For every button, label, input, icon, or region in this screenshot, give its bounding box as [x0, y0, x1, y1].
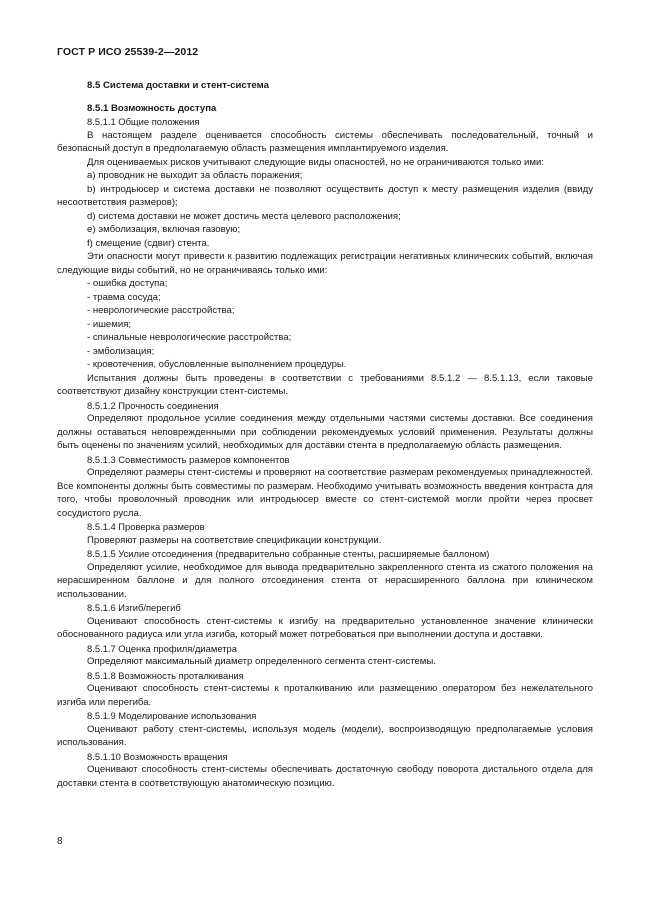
clause-heading: 8.5.1.7 Оценка профиля/диаметра: [87, 642, 237, 654]
list-item: - неврологические расстройства;: [87, 305, 235, 316]
list-item: f) смещение (сдвиг) стента.: [87, 237, 210, 249]
list-item: - эмболизация;: [87, 345, 155, 357]
paragraph: Оценивают способность стент-системы обеспечивать достаточную свободу поворота дистального отдела для доставки стента в соответствующую анатомическую позицию.: [57, 764, 593, 789]
list-item: b) интродьюсер и система доставки не позволяют осуществить доступ к месту размещения изделия (ввиду несоответствия размеров);: [57, 183, 593, 208]
clause-heading: 8.5.1.10 Возможность вращения: [87, 750, 228, 762]
clause-heading: 8.5.1.6 Изгиб/перегиб: [87, 602, 181, 613]
standard-code-header: ГОСТ Р ИСО 25539-2—2012: [57, 46, 199, 58]
document-body: [57, 75, 593, 790]
clause-heading: 8.5.1.2 Прочность соединения: [87, 399, 219, 411]
subsection-heading: 8.5.1 Возможность доступа: [87, 102, 217, 114]
paragraph: Для оцениваемых рисков учитывают следующие виды опасностей, но не ограничиваются только ими:: [87, 156, 545, 168]
paragraph: Оценивают работу стент-системы, используя модель (модели), воспроизводящую предполагаемые условия использования.: [57, 723, 593, 748]
paragraph: Определяют усилие, необходимое для вывода предварительно закрепленного стента из сжатого положения на нерасширенном баллоне и для полного отсоединения стента от нерасширенного баллона при клиническом использовании.: [57, 561, 593, 600]
page-number: 8: [57, 836, 63, 847]
paragraph: Определяют максимальный диаметр определенного сегмента стент-системы.: [87, 656, 436, 667]
list-item: - травма сосуда;: [87, 291, 161, 303]
clause-heading: 8.5.1.4 Проверка размеров: [87, 521, 205, 532]
list-item: a) проводник не выходит за область поражения;: [87, 170, 303, 181]
list-item: - кровотечения, обусловленные выполнением процедуры.: [87, 359, 347, 370]
clause-heading: 8.5.1.1 Общие положения: [87, 116, 200, 127]
paragraph: Определяют размеры стент-системы и проверяют на соответствие размерам рекомендуемых принадлежностей. Все компоненты должны быть совместимы по размерам. Необходимо учитывать возможность введения контраста для того, чтобы проволочный проводник или интродьюсер вместе со стент-системой могли пройти через просвет сосудистого русла.: [57, 467, 593, 519]
paragraph: Оценивают способность стент-системы к проталкиванию или размещению оператором без нежелательного изгиба или перегиба.: [57, 683, 593, 708]
list-item: - ишемия;: [87, 318, 132, 330]
list-item: d) система доставки не может достичь места целевого расположения;: [87, 210, 401, 222]
section-heading: 8.5 Система доставки и стент-система: [87, 80, 269, 91]
paragraph: Эти опасности могут привести к развитию подлежащих регистрации негативных клинических событий, включая следующие виды событий, но не ограничиваясь только ими:: [57, 251, 593, 276]
clause-heading: 8.5.1.9 Моделирование использования: [87, 710, 257, 721]
paragraph: Испытания должны быть проведены в соответствии с требованиями 8.5.1.2 — 8.5.1.13, если таковые соответствуют дизайну конструкции стент-системы.: [57, 372, 593, 397]
paragraph: Проверяют размеры на соответствие спецификации конструкции.: [87, 534, 382, 546]
paragraph: Определяют продольное усилие соединения между отдельными частями системы доставки. Все соединения должны оставаться неповрежденными при соблюдении рекомендуемых условий применения. Результаты должны быть оценены по значениям усилий, необходимых для доставки стента в предполагаемую область размещения.: [57, 413, 593, 451]
clause-heading: 8.5.1.5 Усилие отсоединения (предварительно собранные стенты, расширяемые баллоном): [87, 548, 490, 559]
list-item: - ошибка доступа;: [87, 278, 168, 289]
paragraph: В настоящем разделе оценивается способность системы обеспечивать последовательный, точный и безопасный доступ в предполагаемую область размещения имплантируемого изделия.: [57, 129, 593, 154]
list-item: e) эмболизация, включая газовую;: [87, 224, 241, 235]
clause-heading: 8.5.1.3 Совместимость размеров компонентов: [87, 453, 290, 465]
list-item: - спинальные неврологические расстройства;: [87, 332, 292, 343]
clause-heading: 8.5.1.8 Возможность проталкивания: [87, 669, 244, 681]
paragraph: Оценивают способность стент-системы к изгибу на предварительно установленное значение клинически обоснованного радиуса или угла изгиба, который может потребоваться при выполнении доступа и доставки.: [57, 615, 593, 640]
